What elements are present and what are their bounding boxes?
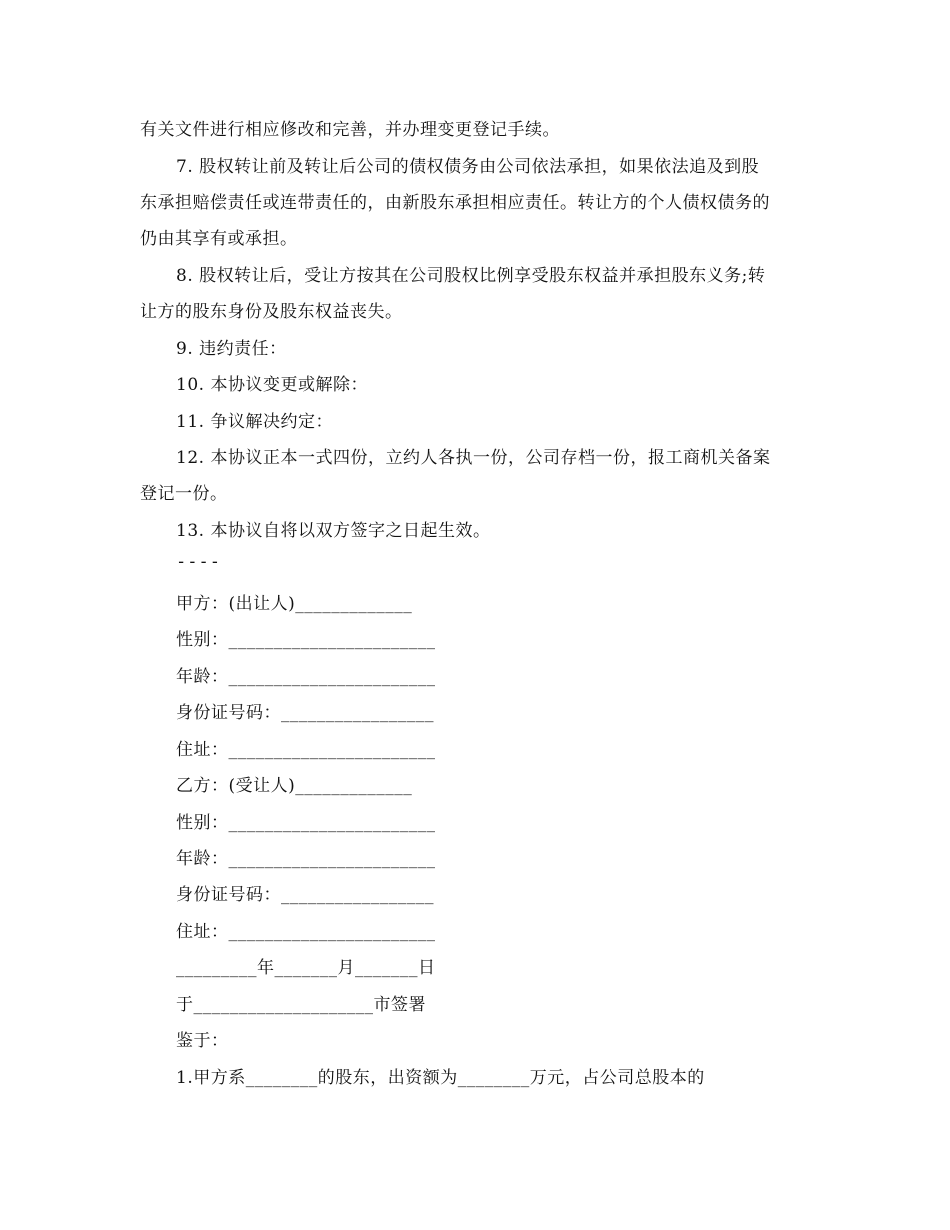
text-line: 登记一份。 [140, 484, 228, 504]
whereas-heading: 鉴于： [176, 1031, 229, 1051]
party-a-id-field: 身份证号码：_________________ [176, 703, 434, 723]
clause-13: 13. 本协议自将以双方签字之日起生效。 [176, 521, 491, 541]
clause-11: 11. 争议解决约定： [176, 412, 333, 432]
party-a-address-field: 住址：_______________________ [176, 740, 436, 760]
separator: ---- [176, 552, 221, 572]
text-line: 东承担赔偿责任或连带责任的，由新股东承担相应责任。转让方的个人债权债务的 [140, 193, 770, 213]
party-b-age-field: 年龄：_______________________ [176, 849, 436, 869]
text-line: 让方的股东身份及股东权益丧失。 [140, 302, 403, 322]
clause-8: 8. 股权转让后，受让方按其在公司股权比例享受股东权益并承担股东义务;转 [176, 266, 766, 286]
date-field: _________年_______月_______日 [176, 958, 436, 978]
party-b-gender-field: 性别：_______________________ [176, 813, 436, 833]
signing-city-field: 于____________________市签署 [176, 995, 426, 1015]
clause-12: 12. 本协议正本一式四份，立约人各执一份，公司存档一份，报工商机关备案 [176, 448, 771, 468]
party-b-address-field: 住址：_______________________ [176, 922, 436, 942]
party-a-age-field: 年龄：_______________________ [176, 667, 436, 687]
text-line: 仍由其享有或承担。 [140, 229, 298, 249]
clause-7: 7. 股权转让前及转让后公司的债权债务由公司依法承担，如果依法追及到股 [176, 157, 760, 177]
clause-9: 9. 违约责任： [176, 339, 287, 359]
text-line: 有关文件进行相应修改和完善，并办理变更登记手续。 [140, 120, 560, 140]
party-a-field: 甲方：(出让人)_____________ [176, 594, 413, 614]
party-b-id-field: 身份证号码：_________________ [176, 885, 434, 905]
whereas-item-1: 1.甲方系________的股东，出资额为________万元，占公司总股本的 [176, 1068, 705, 1088]
party-b-field: 乙方：(受让人)_____________ [176, 776, 413, 796]
party-a-gender-field: 性别：_______________________ [176, 630, 436, 650]
clause-10: 10. 本协议变更或解除： [176, 375, 368, 395]
